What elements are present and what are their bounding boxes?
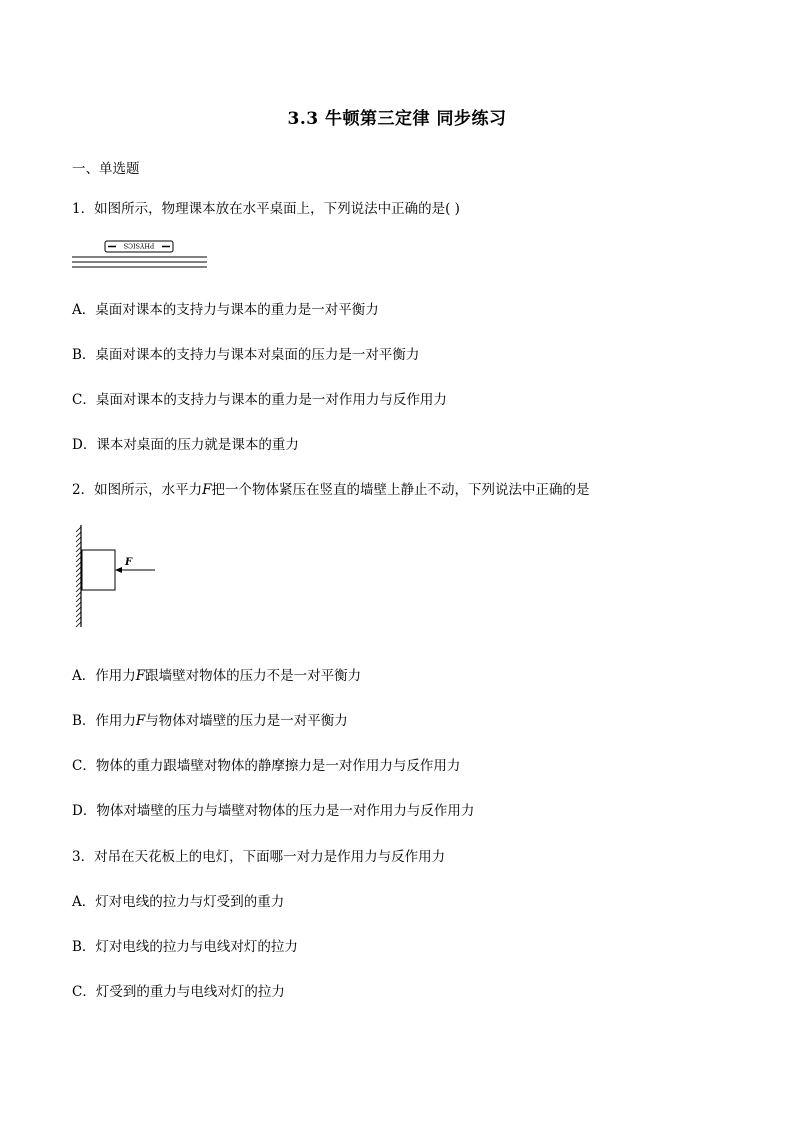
question-2-stem-part-b: 把一个物体紧压在竖直的墙壁上静止不动，下列说法中正确的是 xyxy=(211,482,590,498)
question-2-stem-var: F xyxy=(202,482,212,498)
wall-hatching xyxy=(76,527,81,627)
question-2-option-d xyxy=(72,799,474,819)
question-3-option-a: A．灯对电线的拉力与灯受到的重力 xyxy=(72,894,285,910)
question-3-option-b: B．灯对电线的拉力与电线对灯的拉力 xyxy=(72,939,298,955)
question-3-stem: 3．对吊在天花板上的电灯，下面哪一对力是作用力与反作用力 xyxy=(72,849,446,865)
question-2-option-b xyxy=(72,709,348,729)
question-1-option-a: A．桌面对课本的支持力与课本的重力是一对平衡力 xyxy=(72,302,379,318)
q2a-part-a: A．作用力 xyxy=(72,668,136,684)
q2c-part-a: C．物体的重力跟墙壁对物体的静摩擦力是一对作用力与反作用力 xyxy=(72,758,461,774)
q2a-var: F xyxy=(135,668,146,684)
force-arrow-head xyxy=(115,567,122,573)
q2b-part-b: 与物体对墙壁的压力是一对平衡力 xyxy=(145,713,348,729)
question-1-option-d: D．课本对桌面的压力就是课本的重力 xyxy=(72,437,299,453)
question-2-option-a xyxy=(72,664,361,684)
page-title: 3.3 牛顿第三定律 同步练习 xyxy=(287,109,507,129)
question-3-option-c: C．灯受到的重力与电线对灯的拉力 xyxy=(72,984,285,1000)
q2a-part-b: 跟墙壁对物体的压力不是一对平衡力 xyxy=(145,668,362,684)
question-1-stem: 1．如图所示，物理课本放在水平桌面上，下列说法中正确的是( ) xyxy=(72,201,460,217)
question-2-option-c xyxy=(72,754,460,774)
book-label: PHYSICS xyxy=(123,241,155,250)
question-1-option-c: C．桌面对课本的支持力与课本的重力是一对作用力与反作用力 xyxy=(72,392,447,408)
question-1-figure xyxy=(72,238,212,272)
block-shape xyxy=(82,550,115,590)
question-1-option-b: B．桌面对课本的支持力与课本对桌面的压力是一对平衡力 xyxy=(72,347,420,363)
section-heading: 一、单选题 xyxy=(72,161,140,177)
q2b-part-a: B．作用力 xyxy=(72,713,136,729)
q2d-part-a: D．物体对墙壁的压力与墙壁对物体的压力是一对作用力与反作用力 xyxy=(72,803,475,819)
force-label: F xyxy=(125,557,133,568)
q2b-var: F xyxy=(135,713,146,729)
question-2-figure xyxy=(72,525,162,630)
question-2-stem xyxy=(72,478,589,498)
question-2-stem-part-a: 2．如图所示，水平力 xyxy=(72,482,203,498)
